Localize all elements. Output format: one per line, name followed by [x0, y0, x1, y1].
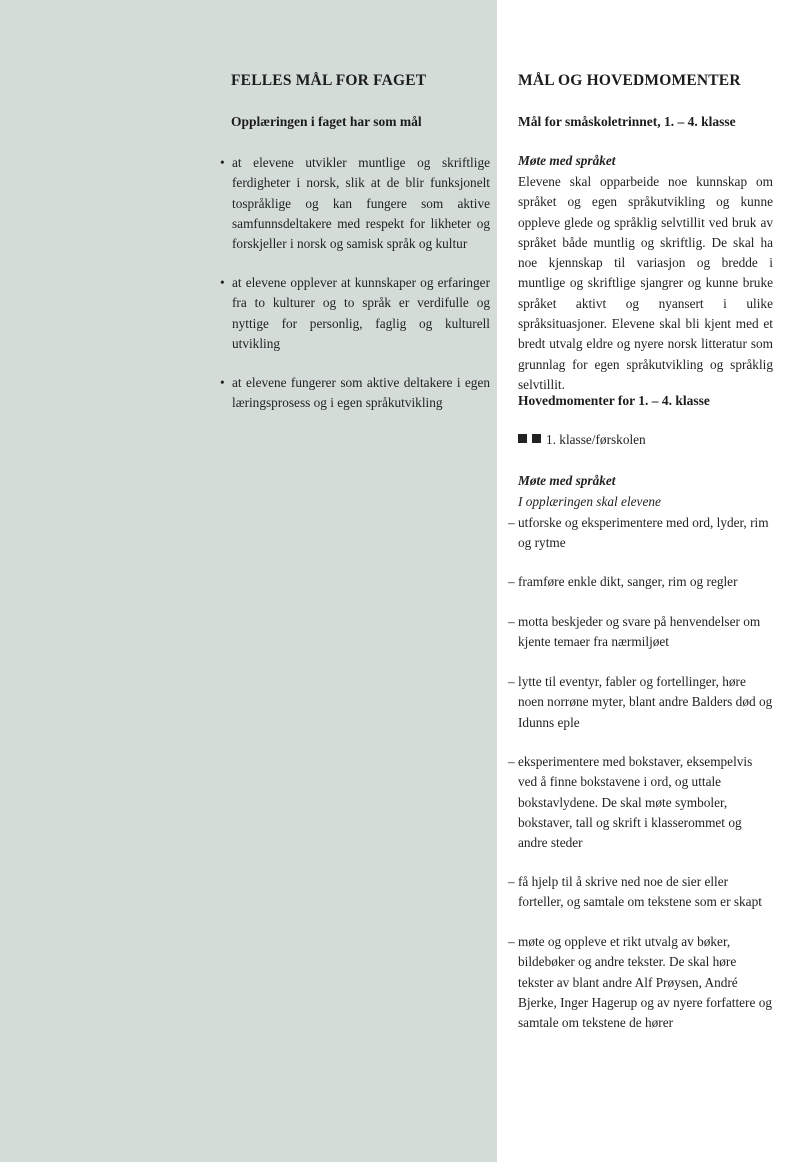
list-item: – framføre enkle dikt, sanger, rim og regler — [508, 574, 738, 589]
section-title: Møte med språket — [518, 473, 616, 488]
goal-title: Møte med språket — [518, 153, 616, 168]
goal-bullet-2: • at elevene opplever at kunnskaper og erfaringer fra to kulturer og to språk er verdifulle og nyttige for personlig, faglig og kulturell utvikling — [220, 275, 490, 351]
left-heading: FELLES MÅL FOR FAGET — [231, 72, 427, 89]
square-marker-icon — [532, 434, 541, 443]
list-item: – motta beskjeder og svare på henvendelser om kjente temaer fra nærmiljøet — [508, 614, 761, 650]
section-intro: I opplæringen skal elevene — [518, 494, 661, 509]
right-heading: MÅL OG HOVEDMOMENTER — [518, 72, 741, 89]
goal-bullet-3: • at elevene fungerer som aktive deltakere i egen læringsprosess og i egen språkutvikling — [220, 375, 490, 411]
goal-heading: Mål for småskoletrinnet, 1. – 4. klasse — [518, 114, 736, 129]
goal-bullet-1: • at elevene utvikler muntlige og skriftlige ferdigheter i norsk, slik at de blir funksjonelt tospråklige og kan fungere som aktive samfunnsdeltakere med respekt for likheter og forskjeller i norsk og samisk språk og kultur — [220, 155, 490, 252]
list-item: – møte og oppleve et rikt utvalg av bøker, bildebøker og andre tekster. De skal høre tekster av blant andre Alf Prøysen, André Bjerke, Inger Hagerup og av nyere forfattere og samtale om tekstene de hører — [508, 934, 772, 1031]
goal-text: Elevene skal opparbeide noe kunnskap om språket og egen språkutvikling og kunne oppleve glede og språklig selvtillit ved bruk av språket både muntlig og skriftlig. De skal ha noe kjennskap til variasjon og bredde i muntlige og skriftlige sjangrer og kunne bruke språket aktivt og nyansert i ulike språksituasjoner. Elevene skal bli kjent med et bredt utvalg eldre og nyere norsk litteratur som grunnlag for egen språkutvikling og språklig selvtillit. — [518, 174, 773, 392]
bullet-dot: • — [220, 375, 225, 390]
main-moments-heading: Hovedmomenter for 1. – 4. klasse — [518, 393, 710, 408]
square-marker-icon — [518, 434, 527, 443]
bullet-dot: • — [220, 155, 225, 170]
grade-label: 1. klasse/førskolen — [518, 432, 646, 448]
list-item: – eksperimentere med bokstaver, eksempelvis ved å finne bokstavene i ord, og uttale bokstavlydene. De skal møte symboler, bokstaver, tall og skrift i klasserommet og andre steder — [508, 754, 753, 851]
bullet-dot: • — [220, 275, 225, 290]
list-item: – få hjelp til å skrive ned noe de sier eller forteller, og samtale om tekstene som er skapt — [508, 874, 762, 910]
left-subheading: Opplæringen i faget har som mål — [231, 114, 422, 129]
list-item: – lytte til eventyr, fabler og fortellinger, høre noen norrøne myter, blant andre Balders død og Idunns eple — [508, 674, 773, 730]
list-item: – utforske og eksperimentere med ord, lyder, rim og rytme — [508, 515, 769, 551]
